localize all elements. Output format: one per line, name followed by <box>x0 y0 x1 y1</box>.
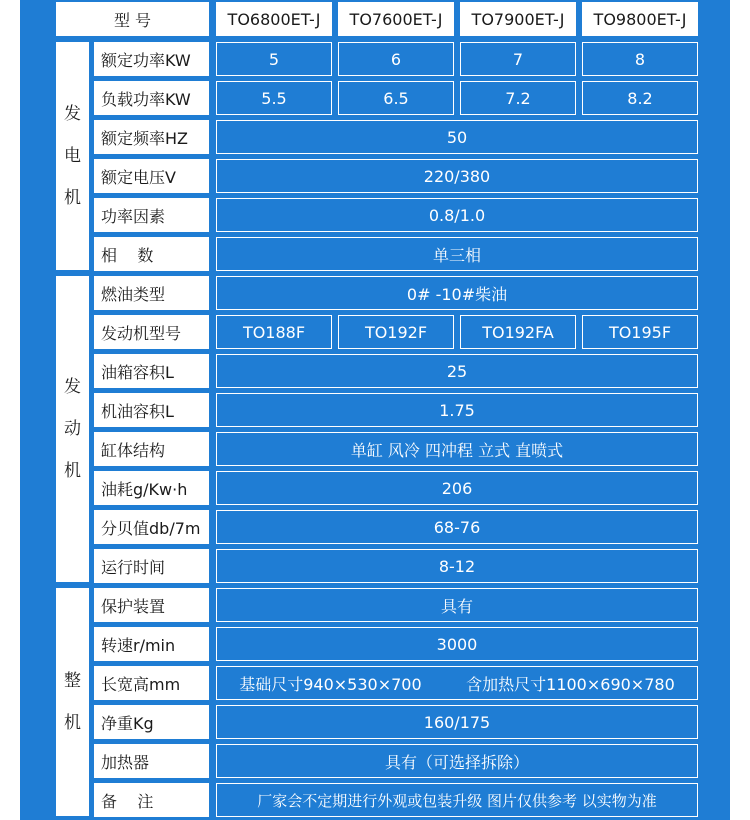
model-name: TO6800ET-J <box>216 2 332 36</box>
protection-value: 具有 <box>216 588 698 622</box>
load-power-value: 6.5 <box>338 81 454 115</box>
row-label-fuel-type: 燃油类型 <box>94 276 209 310</box>
noise-value: 68-76 <box>216 510 698 544</box>
dimensions-base: 基础尺寸940×530×700 <box>239 674 422 694</box>
model-header-label: 型 号 <box>56 2 209 36</box>
cylinder-value: 单缸 风冷 四冲程 立式 直喷式 <box>216 432 698 466</box>
phase-value: 单三相 <box>216 237 698 271</box>
group-char: 机 <box>64 188 81 208</box>
row-label-heater: 加热器 <box>94 744 209 778</box>
row-label-dimensions: 长宽高mm <box>94 666 209 700</box>
heater-value: 具有（可选择拆除） <box>216 744 698 778</box>
model-name: TO7900ET-J <box>460 2 576 36</box>
rated-power-value: 6 <box>338 42 454 76</box>
row-label-noise: 分贝值db/7m <box>94 510 209 544</box>
power-factor-value: 0.8/1.0 <box>216 198 698 232</box>
model-name: TO9800ET-J <box>582 2 698 36</box>
load-power-value: 8.2 <box>582 81 698 115</box>
engine-model-value: TO192FA <box>460 315 576 349</box>
row-label-load-power: 负载功率KW <box>94 81 209 115</box>
group-char: 动 <box>64 419 81 439</box>
row-label-tank-volume: 油箱容积L <box>94 354 209 388</box>
load-power-value: 5.5 <box>216 81 332 115</box>
row-label-run-time: 运行时间 <box>94 549 209 583</box>
group-char: 机 <box>64 713 81 733</box>
row-label-rated-power: 额定功率KW <box>94 42 209 76</box>
oil-volume-value: 1.75 <box>216 393 698 427</box>
dimensions-with-heater: 含加热尺寸1100×690×780 <box>466 674 675 694</box>
run-time-value: 8-12 <box>216 549 698 583</box>
rated-frequency-value: 50 <box>216 120 698 154</box>
row-label-remarks: 备 注 <box>94 783 209 817</box>
engine-model-value: TO192F <box>338 315 454 349</box>
group-generator <box>56 42 89 270</box>
row-label-rated-voltage: 额定电压V <box>94 159 209 193</box>
fuel-consumption-value: 206 <box>216 471 698 505</box>
group-char: 发 <box>64 104 81 124</box>
remarks-value: 厂家会不定期进行外观或包装升级 图片仅供参考 以实物为准 <box>216 783 698 817</box>
group-char: 机 <box>64 461 81 481</box>
row-label-power-factor: 功率因素 <box>94 198 209 232</box>
row-label-protection: 保护装置 <box>94 588 209 622</box>
group-char: 电 <box>64 146 81 166</box>
rated-voltage-value: 220/380 <box>216 159 698 193</box>
row-label-cylinder: 缸体结构 <box>94 432 209 466</box>
load-power-value: 7.2 <box>460 81 576 115</box>
row-label-fuel-consumption: 油耗g/Kw·h <box>94 471 209 505</box>
row-label-speed: 转速r/min <box>94 627 209 661</box>
model-name: TO7600ET-J <box>338 2 454 36</box>
tank-volume-value: 25 <box>216 354 698 388</box>
row-label-oil-volume: 机油容积L <box>94 393 209 427</box>
fuel-type-value: 0# -10#柴油 <box>216 276 698 310</box>
row-label-net-weight: 净重Kg <box>94 705 209 739</box>
engine-model-value: TO188F <box>216 315 332 349</box>
rated-power-value: 5 <box>216 42 332 76</box>
dimensions-value <box>216 666 698 700</box>
net-weight-value: 160/175 <box>216 705 698 739</box>
group-engine <box>56 276 89 582</box>
rated-power-value: 8 <box>582 42 698 76</box>
engine-model-value: TO195F <box>582 315 698 349</box>
row-label-engine-model: 发动机型号 <box>94 315 209 349</box>
row-label-rated-frequency: 额定频率HZ <box>94 120 209 154</box>
row-label-phase: 相 数 <box>94 237 209 271</box>
group-whole-unit <box>56 588 89 816</box>
speed-value: 3000 <box>216 627 698 661</box>
group-char: 整 <box>64 671 81 691</box>
group-char: 发 <box>64 377 81 397</box>
rated-power-value: 7 <box>460 42 576 76</box>
